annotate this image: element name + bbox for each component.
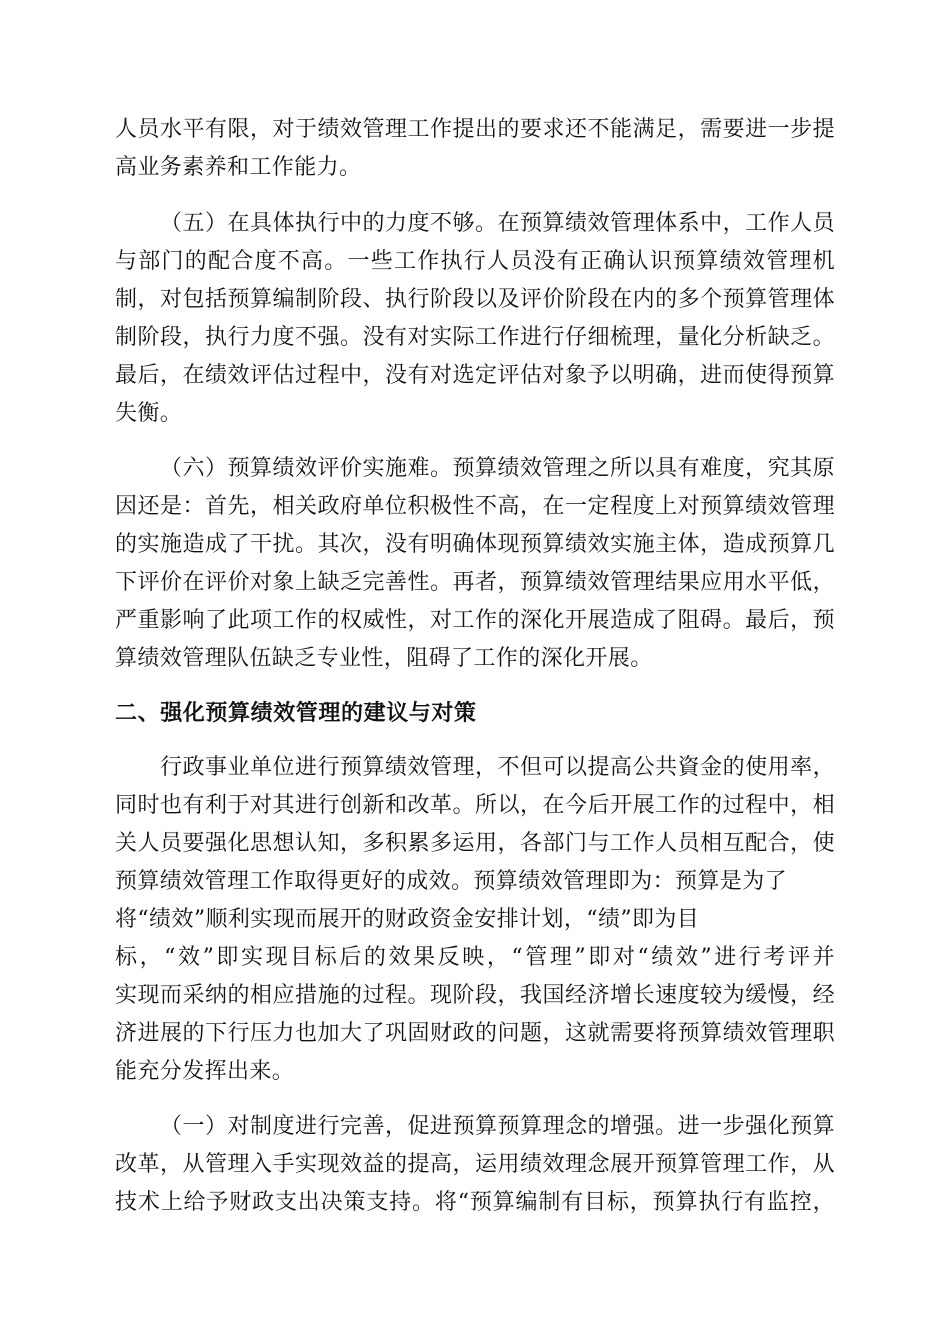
section-heading: 二、强化预算绩效管理的建议与对策 (115, 701, 477, 726)
paragraph-line: 改革，从管理入手实现效益的提高，运用绩效理念展开预算管理工作，从 (115, 1152, 835, 1177)
paragraph-line: 技术上给予财政支出决策支持。将“预算编制有目标，预算执行有监控， (115, 1190, 835, 1215)
paragraph-line: 济进展的下行压力也加大了巩固财政的问题，这就需要将预算绩效管理职 (115, 1021, 835, 1046)
paragraph-line: 严重影响了此项工作的权威性，对工作的深化开展造成了阻碍。最后，预 (115, 608, 835, 633)
paragraph-line: （五）在具体执行中的力度不够。在预算绩效管理体系中，工作人员 (160, 211, 835, 236)
paragraph-line: 将“绩效”顺利实现而展开的财政资金安排计划，“绩”即为目 (115, 907, 700, 932)
paragraph-line: 最后，在绩效评估过程中，没有对选定评估对象予以明确，进而使得预算 (115, 363, 835, 388)
paragraph-line: 制，对包括预算编制阶段、执行阶段以及评价阶段在内的多个预算管理体 (115, 287, 835, 312)
paragraph-line: 同时也有利于对其进行创新和改革。所以，在今后开展工作的过程中，相 (115, 793, 835, 818)
paragraph-line: 预算绩效管理工作取得更好的成效。预算绩效管理即为：预算是为了 (115, 869, 788, 894)
paragraph-line: 标，“效”即实现目标后的效果反映，“管理”即对“绩效”进行考评并 (115, 945, 835, 970)
paragraph-line: （一）对制度进行完善，促进预算预算理念的增强。进一步强化预算 (160, 1114, 835, 1139)
paragraph-line: 的实施造成了干扰。其次，没有明确体现预算绩效实施主体，造成预算几 (115, 532, 835, 557)
paragraph-line: 下评价在评价对象上缺乏完善性。再者，预算绩效管理结果应用水平低， (115, 570, 835, 595)
paragraph-line: 行政事业单位进行预算绩效管理，不但可以提高公共資金的使用率， (160, 755, 835, 780)
paragraph-line: 失衡。 (115, 401, 183, 426)
paragraph-line: 实现而采纳的相应措施的过程。现阶段，我国经济增长速度较为缓慢，经 (115, 983, 835, 1008)
paragraph-line: 因还是：首先，相关政府单位积极性不高，在一定程度上对预算绩效管理 (115, 494, 835, 519)
paragraph-line: （六）预算绩效评价实施难。预算绩效管理之所以具有难度，究其原 (160, 456, 835, 481)
paragraph-line: 关人员要强化思想认知，多积累多运用，各部门与工作人员相互配合，使 (115, 831, 835, 856)
paragraph-line: 人员水平有限，对于绩效管理工作提出的要求还不能满足，需要进一步提 (115, 117, 835, 142)
paragraph-line: 算绩效管理队伍缺乏专业性，阻碍了工作的深化开展。 (115, 646, 653, 671)
paragraph-line: 高业务素养和工作能力。 (115, 155, 362, 180)
paragraph-line: 制阶段，执行力度不强。没有对实际工作进行仔细梳理，量化分析缺乏。 (115, 325, 835, 350)
paragraph-line: 与部门的配合度不高。一些工作执行人员没有正确认识预算绩效管理机 (115, 249, 835, 274)
paragraph-line: 能充分发挥出来。 (115, 1059, 295, 1084)
